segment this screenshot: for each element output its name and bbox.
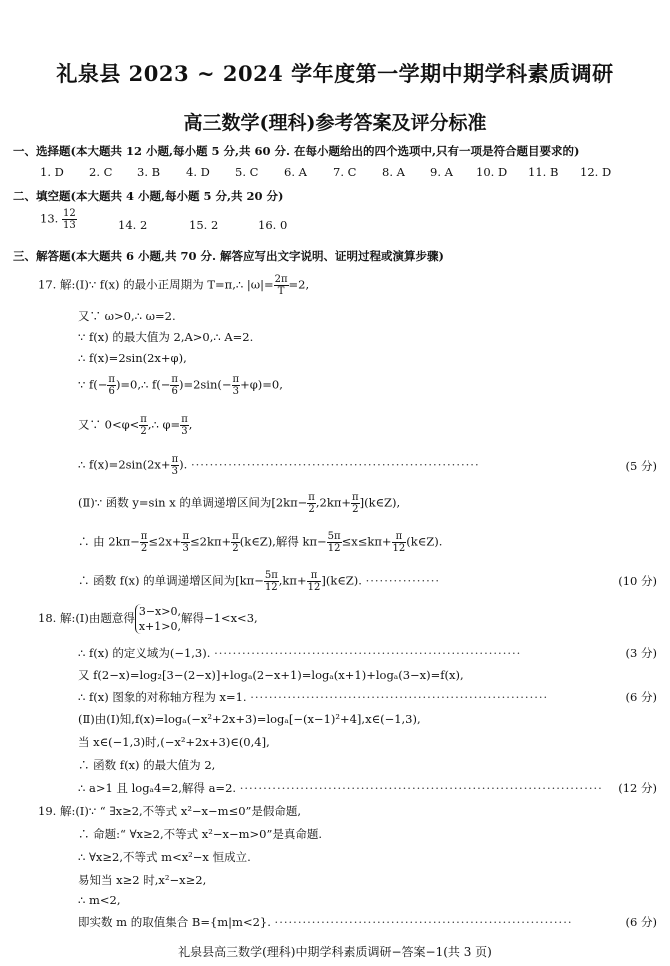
q17-line-5: ∵ f(− $\frac{\pi}{6}$ )=0,∴ f(− $\frac{\pi}{6}$ )=2sin(− $\frac{\pi}{3}$ +φ)=0, [78,374,283,397]
mc-answer: 4. D [186,165,210,179]
q17-line-8: (Ⅱ)∵ 函数 y=sin x 的单调递增区间为[2kπ− $\frac{\pi}{2}$ ,2kπ+ $\frac{\pi}{2}$ ](k∈Z), [78,492,401,515]
q18-score-3: (3 分) [625,646,657,660]
section-1-heading: 一、选择题(本大题共 12 小题,每小题 5 分,共 60 分. 在每小题给出的四个选项中,只有一项是符合题目要求的) [13,144,580,158]
q18-line-5: (Ⅱ)由(Ⅰ)知,f(x)=logₐ(−x²+2x+3)=logₐ[−(x−1)²+4],x∈(−1,3), [78,712,421,726]
mc-answer: 8. A [382,165,405,179]
q18-score-12: (12 分) [618,781,657,795]
q17-line-9: ∴ 由 2kπ− $\frac{\pi}{2}$ ≤2x+ $\frac{\pi}{3}$ ≤2kπ+ $\frac{\pi}{2}$ (k∈Z),解得 kπ− $\frac{5\pi}{12}$ ≤x≤kπ+ $\frac{\pi}{12}$ (k∈Z). [78,531,443,554]
q19-line-5: ∴ m<2, [78,893,121,907]
page-footer: 礼泉县高三数学(理科)中期学科素质调研−答案−1(共 3 页) [178,945,492,959]
q19-line-6: 即实数 m 的取值集合 B={m|m<2}. ································································ [78,915,573,929]
q18-line-8: ∴ a>1 且 logₐ4=2,解得 a=2. ·············································································· [78,781,603,795]
q19-line-3: ∴ ∀x≥2,不等式 m<x²−x 恒成立. [78,850,251,864]
fraction: $\frac{12}{13}$ [62,208,76,231]
document-title: 礼泉县 2023 ~ 2024 学年度第一学期中期学科素质调研 [56,61,614,86]
q18-line-4: ∴ f(x) 图象的对称轴方程为 x=1. ································································ [78,690,549,704]
mc-answer: 9. A [430,165,453,179]
q18-line-1: 18. 解:(Ⅰ)由题意得 3−x>0, x+1>0, 解得−1<x<3, [38,605,258,633]
q17-line-4: ∴ f(x)=2sin(2x+φ), [78,351,187,365]
fill-answer-15: 15. 2 [189,218,219,232]
q18-line-3: 又 f(2−x)=log₂[3−(2−x)]+logₐ(2−x+1)=logₐ(x+1)+logₐ(3−x)=f(x), [78,668,464,682]
fill-answer-16: 16. 0 [258,218,288,232]
q19-line-2: ∴ 命题:“ ∀x≥2,不等式 x²−x−m>0”是真命题. [78,827,322,841]
q17-line-10: ∴ 函数 f(x) 的单调递增区间为[kπ− $\frac{5\pi}{12}$ ,kπ+ $\frac{\pi}{12}$ ](k∈Z). ················ [78,570,441,593]
section-3-heading: 三、解答题(本大题共 6 小题,共 70 分. 解答应写出文字说明、证明过程或演算步骤) [13,249,444,263]
mc-answer: 2. C [89,165,113,179]
q17-line-7: ∴ f(x)=2sin(2x+ $\frac{\pi}{3}$ ). ······························································ [78,454,480,477]
q17-score-5: (5 分) [625,459,657,473]
q18-score-6: (6 分) [625,690,657,704]
document-subtitle: 高三数学(理科)参考答案及评分标准 [183,112,487,134]
q18-line-7: ∴ 函数 f(x) 的最大值为 2, [78,758,216,772]
mc-answer: 6. A [284,165,307,179]
mc-answer: 10. D [476,165,508,179]
mc-answer: 3. B [137,165,161,179]
q17-line-6: 又∵ 0<φ< $\frac{\pi}{2}$ ,∴ φ= $\frac{\pi}{3}$ , [78,414,193,437]
mc-answer: 11. B [528,165,559,179]
section-2-heading: 二、填空题(本大题共 4 小题,每小题 5 分,共 20 分) [13,189,284,203]
q17-score-10: (10 分) [618,574,657,588]
mc-answer: 7. C [333,165,357,179]
fill-answer-14: 14. 2 [118,218,148,232]
system-brace: 3−x>0, x+1>0, [135,604,181,634]
q18-line-6: 当 x∈(−1,3)时,(−x²+2x+3)∈(0,4], [78,735,270,749]
q19-score-6: (6 分) [625,915,657,929]
q18-line-2: ∴ f(x) 的定义域为(−1,3). ·································································· [78,646,522,660]
q17-line-2: 又∵ ω>0,∴ ω=2. [78,309,176,323]
mc-answer: 5. C [235,165,259,179]
fill-answer-13: 13. $\frac{12}{13}$ [40,208,76,231]
mc-answer: 1. D [40,165,64,179]
mc-answer: 12. D [580,165,612,179]
q19-line-1: 19. 解:(Ⅰ)∵ “ ∃x≥2,不等式 x²−x−m≤0”是假命题, [38,804,302,818]
q17-line-3: ∵ f(x) 的最大值为 2,A>0,∴ A=2. [78,330,254,344]
q17-line-1: 17. 解:(Ⅰ)∵ f(x) 的最小正周期为 T=π,∴ |ω|= $\frac{2\pi}{T}$ =2, [38,274,310,297]
q19-line-4: 易知当 x≥2 时,x²−x≥2, [78,873,207,887]
